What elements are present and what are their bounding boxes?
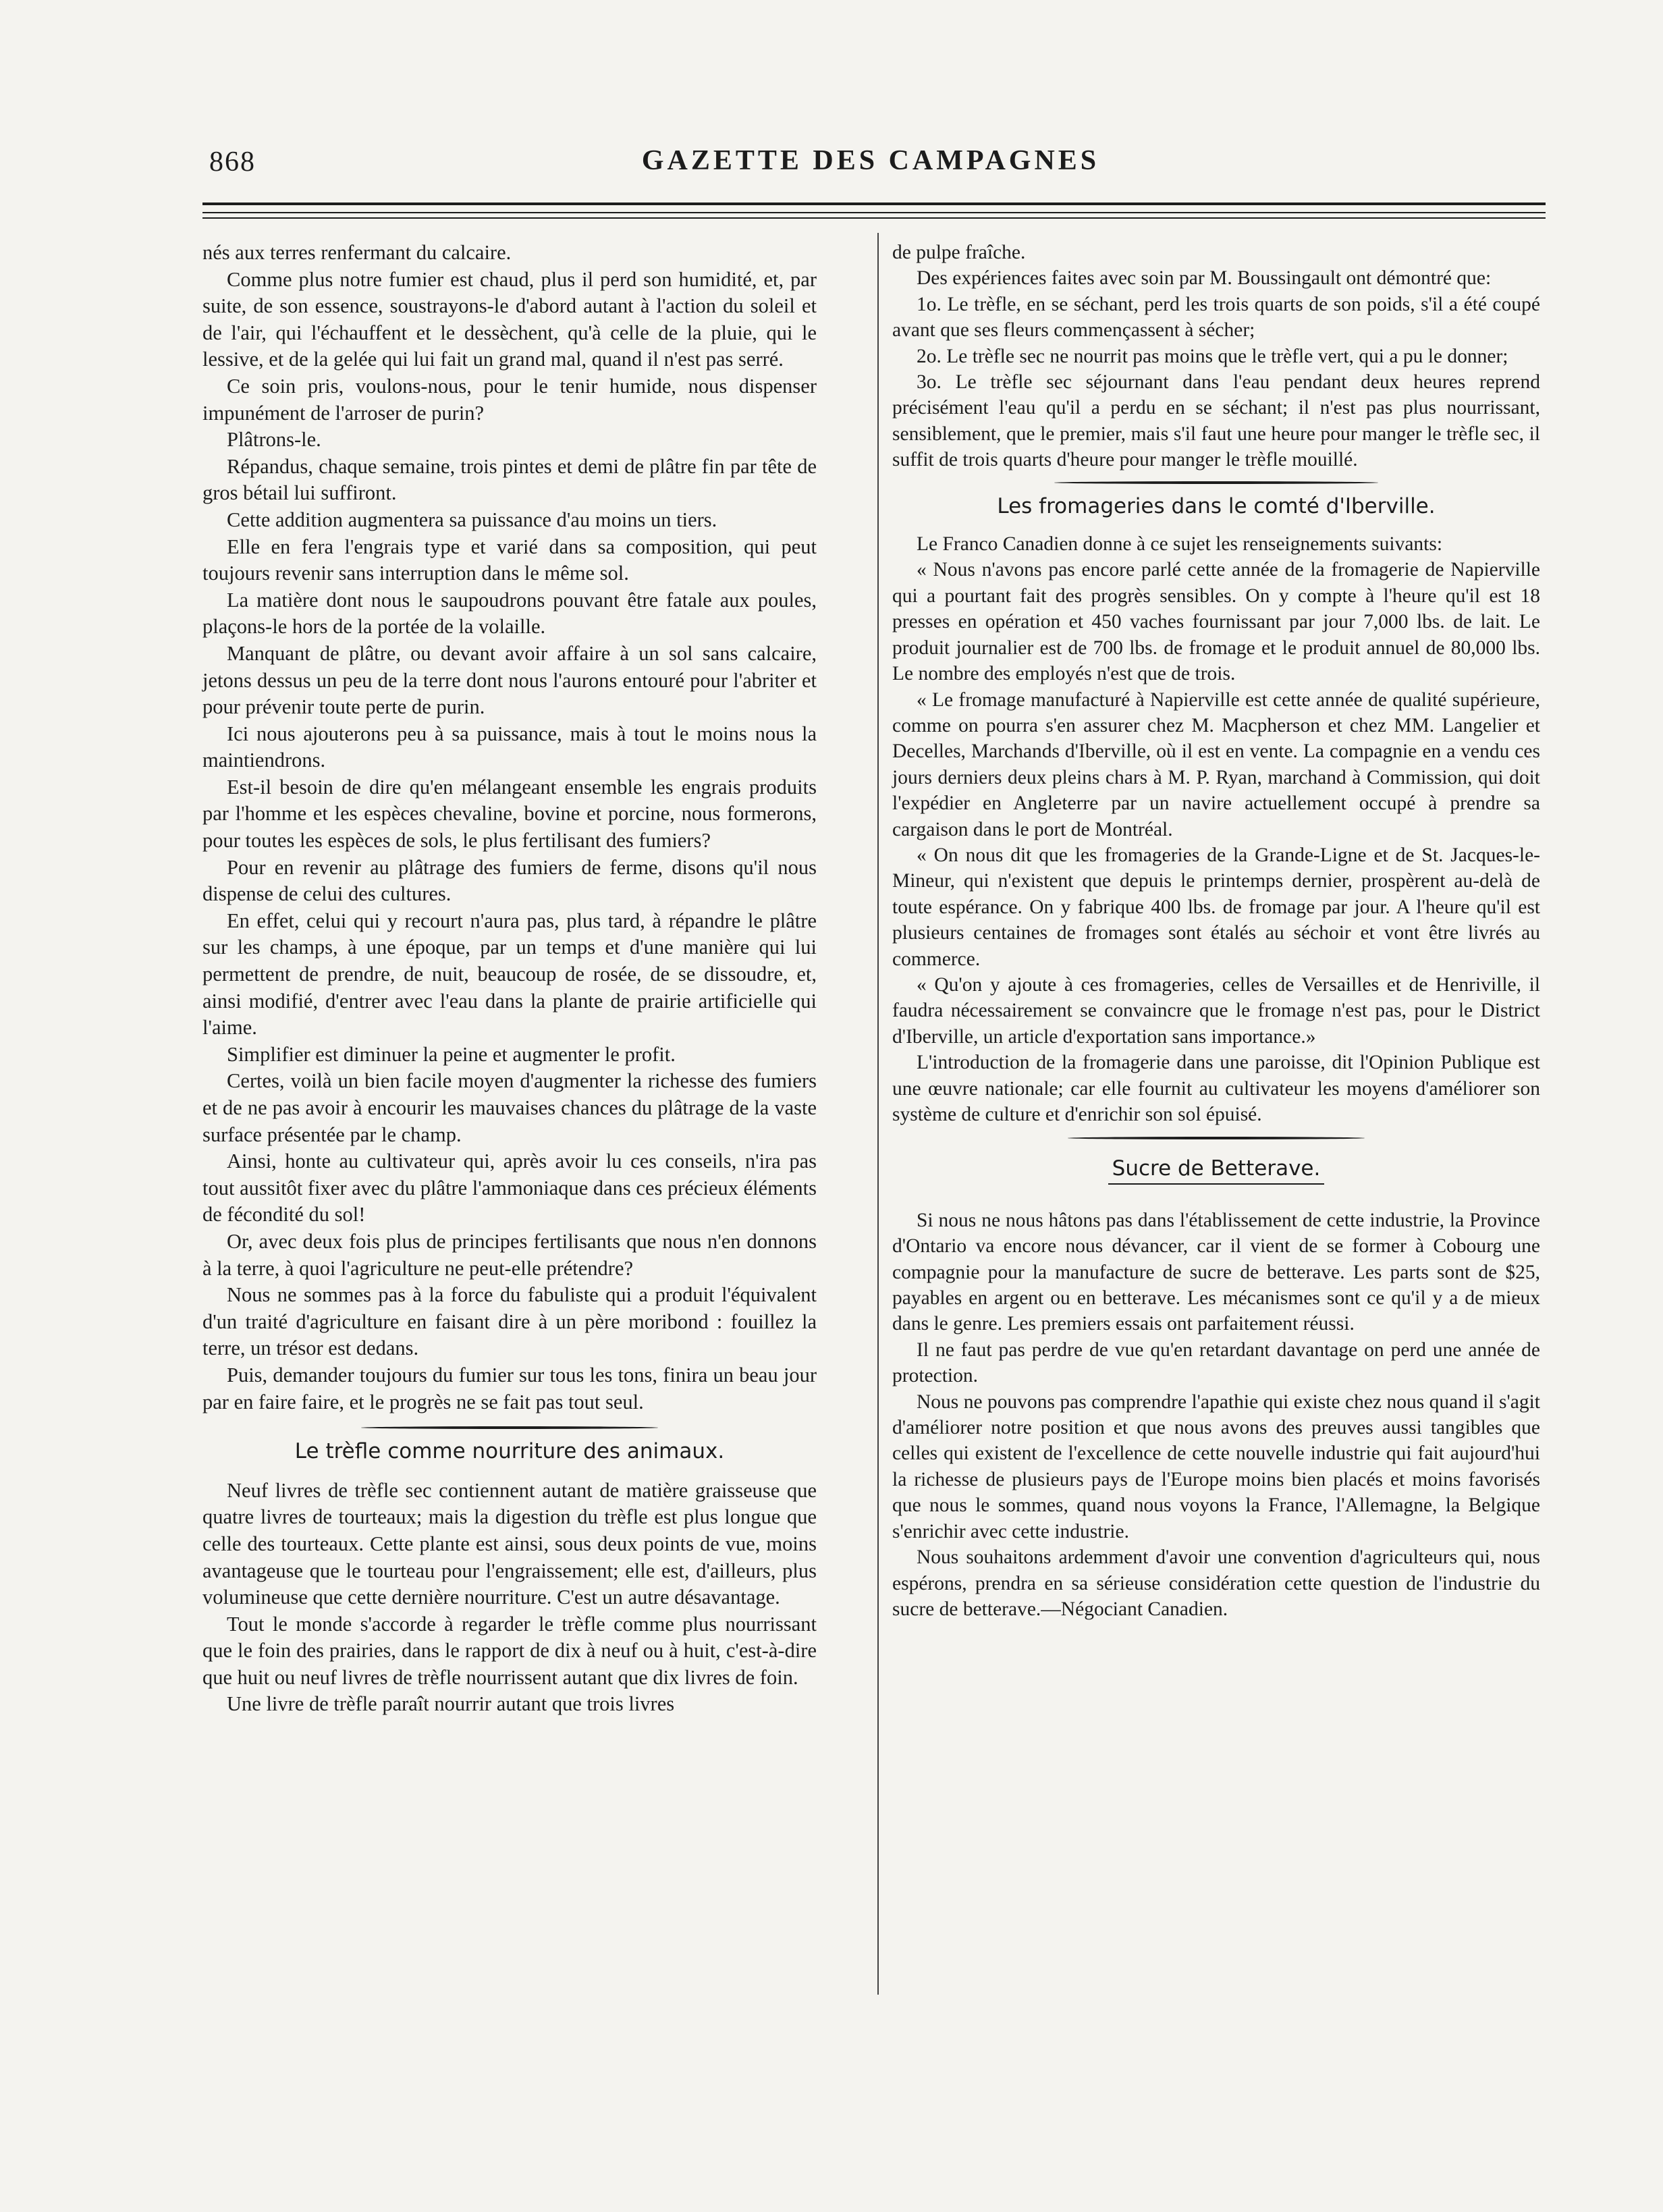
paragraph: 1o. Le trèfle, en se séchant, perd les trois quarts de son poids, s'il a été coupé avant que ses fleurs commençassent à sécher; (892, 293, 1540, 342)
paragraph: Certes, voilà un bien facile moyen d'augmenter la richesse des fumiers et de ne pas avoir à encourir les mauvaises chances du plâtrage de la vaste surface présentée par le champ. (202, 1069, 817, 1146)
section-title-trefle: Le trèfle comme nourriture des animaux. (294, 1439, 725, 1464)
paragraph: Puis, demander toujours du fumier sur tous les tons, finira un beau jour par en faire faire, et le progrès ne se fait pas tout seul. (202, 1363, 817, 1413)
left-column (202, 240, 817, 1718)
paragraph: Cette addition augmentera sa puissance d'au moins un tiers. (227, 508, 717, 531)
paragraph: « On nous dit que les fromageries de la Grande-Ligne et de St. Jacques-le-Mineur, qui n'existent que depuis le printemps dernier, prospèrent au-delà de toute espérance. On y fabrique 400 lbs. de fromage par jour. A l'heure qu'il est plusieurs centaines de fromages sont étalés au séchoir et vont être livrés au commerce. (892, 844, 1540, 970)
paragraph: Ainsi, honte au cultivateur qui, après avoir lu ces conseils, n'ira pas tout aussitôt fixer avec du plâtre l'ammoniaque dans ces précieux éléments de fécondité du sol! (202, 1150, 817, 1226)
running-title: GAZETTE DES CAMPAGNES (641, 145, 1100, 176)
paragraph: Est-il besoin de dire qu'en mélangeant ensemble les engrais produits par l'homme et les espèces chevaline, bovine et porcine, nous formerons, pour toutes les espèces de sols, le plus fertilisant des fumiers? (202, 775, 817, 853)
section-divider (361, 1426, 658, 1429)
paragraph: « Le fromage manufacturé à Napierville est cette année de qualité supérieure, comme on pourra s'en assurer chez M. Macpherson et chez MM. Langelier et Decelles, Marchands d'Iberville, où il est en vente. La compagnie en a vendu ces jours derniers deux pleins chars à M. P. Ryan, marchand à Commission, qui doit l'expédier en Angleterre par un navire actuellement occupé à prendre sa cargaison dans le port de Montréal. (892, 689, 1540, 840)
paragraph: « Qu'on y ajoute à ces fromageries, celles de Versailles et de Henriville, il faudra nécessairement se convaincre que le fromage n'est pas, pour le District d'Iberville, un article d'exportation sans importance.» (892, 973, 1540, 1048)
paragraph: La matière dont nous le saupoudrons pouvant être fatale aux poules, plaçons-le hors de la portée de la volaille. (202, 588, 817, 639)
paragraph: Plâtrons-le. (227, 428, 321, 452)
paragraph: Nous ne sommes pas à la force du fabuliste qui a produit l'équivalent d'un traité d'agriculture en faisant dire à un père moribond : fouillez la terre, un trésor est dedans. (202, 1283, 817, 1360)
paragraph: Des expériences faites avec soin par M. Boussingault ont démontré que: (917, 267, 1492, 290)
paragraph: Ici nous ajouterons peu à sa puissance, mais à tout le moins nous la maintiendrons. (202, 722, 817, 772)
right-column (892, 240, 1540, 1622)
paragraph: Ce soin pris, voulons-nous, pour le tenir humide, nous dispenser impunément de l'arroser de purin? (202, 374, 817, 425)
column-separator (877, 233, 879, 1995)
paragraph: Si nous ne nous hâtons pas dans l'établissement de cette industrie, la Province d'Ontario va encore nous dévancer, car il vient de se former à Cobourg une compagnie pour la manufacture de sucre de betterave. Les parts sont de $25, payables en argent ou en betterave. Les mécanismes sont ce qu'il y a de mieux dans le genre. Les premiers essais ont parfaitement réussi. (892, 1209, 1540, 1335)
section-divider (1054, 481, 1378, 484)
paragraph: L'introduction de la fromagerie dans une paroisse, dit l'Opinion Publique est une œuvre nationale; car elle fournit au cultivateur les moyens d'améliorer son système de culture et d'enrichir son sol épuisé. (892, 1052, 1540, 1125)
paragraph: Elle en fera l'engrais type et varié dans sa composition, qui peut toujours revenir sans interruption dans le même sol. (202, 535, 817, 585)
paragraph: Or, avec deux fois plus de principes fertilisants que nous n'en donnons à la terre, à quoi l'agriculture ne peut-elle prétendre? (202, 1229, 817, 1280)
header-rule-thin (202, 212, 1546, 213)
paragraph: nés aux terres renfermant du calcaire. (202, 241, 512, 264)
section-title-wrap (892, 1146, 1540, 1196)
paragraph: de pulpe fraîche. (892, 242, 1026, 263)
section-title-sucre: Sucre de Betterave. (1108, 1156, 1325, 1184)
paragraph: Neuf livres de trèfle sec contiennent autant de matière graisseuse que quatre livres de tourteaux; mais la digestion du trèfle est plus longue que celle des tourteaux. Cette plante est ainsi, sous deux points de vue, moins avantageuse que le tourteau pour l'engraissement; elle est, d'ailleurs, plus volumineuse que cette dernière nourriture. C'est un autre désavantage. (202, 1478, 817, 1609)
paragraph: 3o. Le trèfle sec séjournant dans l'eau pendant deux heures reprend précisément l'eau qu'il a perdu en se séchant; il n'est pas plus nourrissant, sensiblement, que le premier, mais s'il faut une heure pour manger le trèfle sec, il suffit de trois quarts d'heure pour manger le trèfle mouillé. (892, 371, 1540, 471)
paragraph: Pour en revenir au plâtrage des fumiers de ferme, disons qu'il nous dispense de celui des cultures. (202, 855, 817, 906)
section-divider (1068, 1137, 1365, 1139)
paragraph: Nous souhaitons ardemment d'avoir une convention d'agriculteurs qui, nous espérons, prendra en sa sérieuse considération cette question de l'industrie du sucre de betterave.—Négociant Canadien. (892, 1546, 1540, 1620)
paragraph: Il ne faut pas perdre de vue qu'en retardant davantage on perd une année de protection. (892, 1339, 1540, 1387)
page-header (202, 140, 1539, 181)
paragraph: Le Franco Canadien donne à ce sujet les renseignements suivants: (917, 533, 1443, 556)
paragraph: 2o. Le trèfle sec ne nourrit pas moins que le trèfle vert, qui a pu le donner; (917, 345, 1508, 367)
paragraph: Comme plus notre fumier est chaud, plus il perd son humidité, et, par suite, de son essence, soustrayons-le d'abord autant à l'action du soleil et de l'air, qui l'échauffent et le dessèchent, qu'à celle de la pluie, qui le lessive, et de la gelée qui lui fait un grand mal, quand il n'est pas serré. (202, 267, 817, 371)
header-rule-thin-2 (202, 217, 1546, 219)
paragraph: Simplifier est diminuer la peine et augmenter le profit. (227, 1042, 676, 1066)
paragraph: Répandus, chaque semaine, trois pintes et demi de plâtre fin par tête de gros bétail lui suffiront. (202, 454, 817, 505)
paragraph: En effet, celui qui y recourt n'aura pas, plus tard, à répandre le plâtre sur les champs, à une époque, par un temps et d'une manière qui lui permettent de prendre, de nuit, beaucoup de rosée, de se dissoudre, et, ainsi modifié, d'entrer avec l'eau dans la plante de prairie artificielle qui l'aime. (202, 909, 817, 1040)
paragraph: Manquant de plâtre, ou devant avoir affaire à un sol sans calcaire, jetons dessus un peu de la terre dont nous l'aurons entouré pour l'abriter et pour prévenir toute perte de purin. (202, 641, 817, 719)
paragraph: Une livre de trèfle paraît nourrir autant que trois livres (227, 1692, 675, 1716)
page-number: 868 (209, 146, 256, 178)
header-rule (202, 203, 1546, 205)
paragraph: Nous ne pouvons pas comprendre l'apathie qui existe chez nous quand il s'agit d'améliorer notre position et que nous avons des preuves aussi tangibles que celles qui existent de l'excellence de cette nouvelle industrie qui fait aujourd'hui la richesse de plusieurs pays de l'Europe moins bien placés et moins favorisés que nous le sommes, quand nous voyons la France, l'Allemagne, la Belgique s'enrichir avec cette industrie. (892, 1391, 1540, 1542)
paragraph: « Nous n'avons pas encore parlé cette année de la fromagerie de Napierville qui a pourtant fait des progrès sensibles. On y compte à l'heure qu'il est 18 presses en opération et 450 vaches fournissant par jour 7,000 lbs. de lait. Le produit journalier est de 700 lbs. de fromage et le produit annuel de 80,000 lbs. Le nombre des employés n'est que de trois. (892, 559, 1540, 685)
section-title-fromageries: Les fromageries dans le comté d'Iberville. (997, 493, 1436, 518)
paragraph: Tout le monde s'accorde à regarder le trèfle comme plus nourrissant que le foin des prairies, dans le rapport de dix à neuf ou à huit, c'est-à-dire que huit ou neuf livres de trèfle nourrissent autant que dix livres de foin. (202, 1612, 817, 1689)
